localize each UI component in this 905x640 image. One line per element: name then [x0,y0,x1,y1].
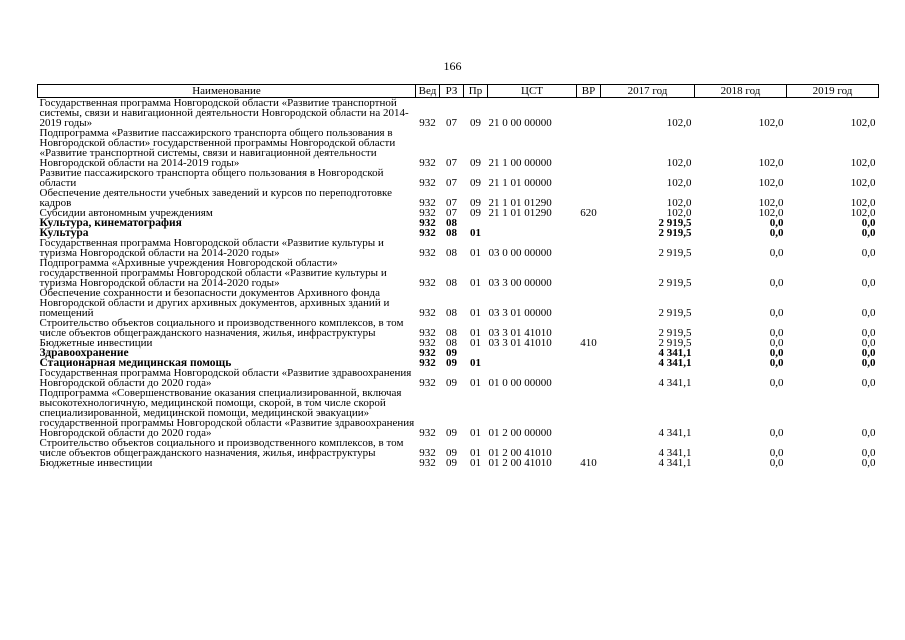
cell-pr: 01 [470,247,481,259]
cell-cst [488,348,577,358]
cell-2018: 0,0 [769,277,784,289]
cell-ved: 932 [419,197,436,209]
column-header-2018: 2018 год [695,85,787,98]
cell-2019: 0,0 [861,277,876,289]
cell-cst [488,358,577,368]
cell-cst [488,218,577,228]
cell-pr: 01 [470,447,481,459]
cell-vr [577,438,601,458]
cell-ved: 932 [419,227,436,239]
cell-pr: 01 [470,327,481,339]
cell-2017: 4 341,1 [658,447,692,459]
column-header-name: Наименование [38,85,416,98]
cell-ved: 932 [419,357,436,369]
cell-pr: 09 [470,117,481,129]
cell-cst: 03 3 01 41010 [488,337,552,349]
cell-vr [577,358,601,368]
cell-name: Государственная программа Новгородской области «Развитие культуры и туризма Новгородской области на 2014-2020 годы» [39,237,384,259]
cell-rz: 07 [446,117,457,129]
cell-vr [577,288,601,318]
cell-rz: 09 [446,447,457,459]
cell-name: Бюджетные инвестиции [39,457,153,469]
table-row [38,238,879,258]
cell-2019: 0,0 [861,357,876,369]
cell-rz: 09 [446,377,457,389]
cell-2017: 2 919,5 [658,227,692,239]
cell-pr: 09 [470,157,481,169]
cell-ved: 932 [419,337,436,349]
cell-2018: 0,0 [769,307,784,319]
cell-2019: 0,0 [861,247,876,259]
cell-pr: 09 [470,177,481,189]
cell-ved: 932 [419,247,436,259]
cell-2018: 0,0 [769,457,784,469]
cell-ved: 932 [419,307,436,319]
cell-pr: 09 [470,197,481,209]
cell-name: Культура, кинематография [39,217,182,229]
cell-vr [577,128,601,168]
cell-ved: 932 [419,457,436,469]
cell-2017: 102,0 [666,117,692,129]
cell-name: Бюджетные инвестиции [39,337,153,349]
cell-ved: 932 [419,347,436,359]
cell-cst: 01 2 00 41010 [488,447,552,459]
cell-vr [577,258,601,288]
cell-pr: 01 [470,377,481,389]
column-header-rz: РЗ [440,85,464,98]
cell-2017: 2 919,5 [658,247,692,259]
cell-cst: 01 2 00 41010 [488,457,552,469]
cell-rz: 07 [446,177,457,189]
cell-2018: 0,0 [769,357,784,369]
cell-vr: 410 [580,457,597,469]
cell-vr [577,228,601,238]
cell-name: Подпрограмма «Совершенствование оказания специализированной, включая высокотехнологичную, медицинской помощи, скорой, в том числе скорой специализированной, медицинской помощи, медицинской эвакуации» государственной программы Новгородской области «Развитие здравоохранения Новгородской области до 2020 года» [39,387,415,439]
cell-vr [577,348,601,358]
cell-2017: 102,0 [666,157,692,169]
cell-name: Обеспечение сохранности и безопасности документов Архивного фонда Новгородской области и других архивных документов, архивных зданий и помещений [39,287,390,319]
cell-2018: 0,0 [769,377,784,389]
cell-ved: 932 [419,177,436,189]
cell-2017: 4 341,1 [658,357,692,369]
cell-2017: 2 919,5 [658,327,692,339]
cell-2019: 0,0 [861,337,876,349]
cell-ved: 932 [419,277,436,289]
cell-rz: 09 [446,347,457,359]
cell-2019: 102,0 [850,117,876,129]
cell-vr [577,368,601,388]
cell-cst: 01 2 00 00000 [488,427,552,439]
cell-2018: 102,0 [758,207,784,219]
column-header-vr: ВР [577,85,601,98]
cell-2017: 102,0 [666,177,692,189]
cell-2019: 0,0 [861,217,876,229]
cell-2018: 102,0 [758,117,784,129]
cell-pr: 01 [470,307,481,319]
table-row [38,128,879,168]
column-header-cst: ЦСТ [488,85,577,98]
cell-2018: 102,0 [758,197,784,209]
cell-vr [577,168,601,188]
cell-pr: 01 [470,457,481,469]
cell-pr: 01 [470,427,481,439]
cell-name: Культура [39,227,89,239]
column-header-pr: Пр [464,85,488,98]
cell-ved: 932 [419,207,436,219]
table-row [38,318,879,338]
column-header-2019: 2019 год [787,85,879,98]
cell-ved: 932 [419,447,436,459]
table-row [38,188,879,208]
cell-2017: 102,0 [666,197,692,209]
cell-pr: 09 [470,207,481,219]
table-row [38,288,879,318]
cell-cst [488,228,577,238]
cell-2019: 0,0 [861,347,876,359]
cell-2017: 2 919,5 [658,277,692,289]
cell-name: Обеспечение деятельности учебных заведений и курсов по переподготовке кадров [39,187,392,209]
cell-2017: 4 341,1 [658,427,692,439]
cell-rz: 07 [446,207,457,219]
cell-2019: 0,0 [861,307,876,319]
cell-cst: 21 1 01 00000 [488,177,552,189]
cell-2019: 102,0 [850,177,876,189]
cell-name: Подпрограмма «Развитие пассажирского транспорта общего пользования в Новгородской области» государственной программы Новгородской области «Развитие транспортной системы, связи и навигационной деятельности Новгородской области на 2014-2019 годы» [39,127,396,169]
cell-cst: 03 3 00 00000 [488,277,552,289]
cell-2019: 0,0 [861,447,876,459]
cell-rz: 09 [446,357,457,369]
cell-2018: 0,0 [769,427,784,439]
cell-cst: 21 1 01 01290 [488,207,552,219]
cell-vr [577,98,601,129]
cell-2018: 0,0 [769,217,784,229]
table-body [38,98,879,469]
cell-2019: 0,0 [861,227,876,239]
cell-name: Строительство объектов социального и производственного комплексов, в том числе объектов общегражданского назначения, жилья, инфраструктуры [39,317,404,339]
cell-name: Субсидии автономным учреждениям [39,207,213,219]
cell-2017: 102,0 [666,207,692,219]
cell-rz: 08 [446,227,457,239]
cell-pr: 01 [470,337,481,349]
column-header-ved: Вед [416,85,440,98]
cell-ved: 932 [419,427,436,439]
cell-rz: 08 [446,277,457,289]
cell-rz: 08 [446,217,457,229]
cell-2019: 102,0 [850,197,876,209]
table-row [38,98,879,129]
cell-2017: 4 341,1 [658,377,692,389]
cell-cst: 21 1 01 01290 [488,197,552,209]
cell-rz: 08 [446,307,457,319]
cell-vr [577,188,601,208]
cell-2019: 102,0 [850,157,876,169]
cell-vr [577,388,601,438]
table-row [38,258,879,288]
cell-rz: 08 [446,337,457,349]
cell-2019: 0,0 [861,427,876,439]
cell-2018: 0,0 [769,447,784,459]
table-row [38,338,879,348]
cell-cst: 03 3 01 41010 [488,327,552,339]
cell-2018: 0,0 [769,337,784,349]
cell-2018: 0,0 [769,327,784,339]
column-header-2017: 2017 год [601,85,695,98]
cell-vr [577,318,601,338]
cell-vr [577,238,601,258]
cell-vr: 620 [580,207,597,219]
table-row [38,438,879,458]
cell-2017: 4 341,1 [658,347,692,359]
cell-cst: 03 0 00 00000 [488,247,552,259]
cell-rz: 09 [446,427,457,439]
cell-2017: 2 919,5 [658,307,692,319]
page-number: 166 [443,59,462,73]
cell-2018: 0,0 [769,247,784,259]
cell-2017: 2 919,5 [658,337,692,349]
cell-ved: 932 [419,117,436,129]
cell-rz: 08 [446,247,457,259]
cell-cst: 03 3 01 00000 [488,307,552,319]
cell-ved: 932 [419,157,436,169]
cell-cst: 01 0 00 00000 [488,377,552,389]
cell-2019: 0,0 [861,457,876,469]
cell-rz: 07 [446,197,457,209]
table-row [38,168,879,188]
cell-rz: 08 [446,327,457,339]
cell-2018: 0,0 [769,347,784,359]
cell-name: Государственная программа Новгородской области «Развитие здравоохранения Новгородской области до 2020 года» [39,367,412,389]
table-row [38,218,879,228]
cell-name: Государственная программа Новгородской области «Развитие транспортной системы, связи и навигационной деятельности Новгородской области на 2014-2019 годы» [39,97,409,129]
cell-ved: 932 [419,217,436,229]
cell-rz: 07 [446,157,457,169]
cell-2018: 0,0 [769,227,784,239]
cell-rz: 09 [446,457,457,469]
cell-vr: 410 [580,337,597,349]
table-header-row [38,85,879,98]
table-row [38,388,879,438]
cell-name: Подпрограмма «Архивные учреждения Новгородской области» государственной программы Новгородской области «Развитие культуры и туризма Новгородской области на 2014-2020 годы» [39,257,387,289]
budget-table [37,84,879,468]
cell-name: Развитие пассажирского транспорта общего пользования в Новгородской области [39,167,384,189]
table-row [38,368,879,388]
cell-2018: 102,0 [758,177,784,189]
cell-name: Здравоохранение [39,347,129,359]
cell-2019: 0,0 [861,377,876,389]
cell-2018: 102,0 [758,157,784,169]
cell-name: Стационарная медицинская помощь [39,357,232,369]
cell-pr: 01 [470,227,481,239]
cell-2017: 4 341,1 [658,457,692,469]
cell-ved: 932 [419,377,436,389]
cell-vr [577,218,601,228]
cell-pr: 01 [470,277,481,289]
cell-2017: 2 919,5 [658,217,692,229]
cell-name: Строительство объектов социального и производственного комплексов, в том числе объектов общегражданского назначения, жилья, инфраструктуры [39,437,404,459]
cell-cst: 21 1 00 00000 [488,157,552,169]
cell-2019: 102,0 [850,207,876,219]
cell-2019: 0,0 [861,327,876,339]
cell-cst: 21 0 00 00000 [488,117,552,129]
cell-pr: 01 [470,357,481,369]
cell-ved: 932 [419,327,436,339]
table-row [38,458,879,468]
